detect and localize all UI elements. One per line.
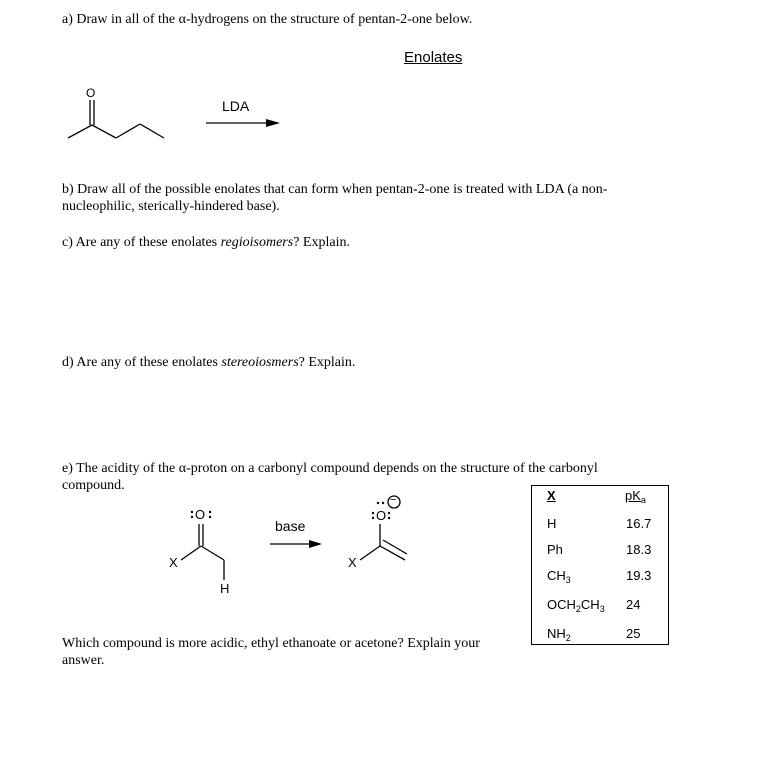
pka-row-x-sub: 2: [575, 604, 581, 614]
negative-charge-sign: −: [390, 494, 397, 506]
pka-row-x: [547, 568, 571, 585]
pka-header-pk-main: pK: [625, 488, 641, 503]
pka-row-x-sub: 3: [565, 575, 571, 585]
left-x-bond: [181, 546, 201, 560]
question-a: a) Draw in all of the α-hydrogens on the structure of pentan-2-one below.: [62, 12, 473, 27]
pka-row-x: Ph: [547, 542, 563, 557]
pka-row-x: [547, 597, 605, 614]
pka-table: [531, 485, 669, 645]
question-d-suffix: ? Explain.: [298, 355, 356, 370]
pka-row-value: 16.7: [626, 516, 652, 531]
pka-row-x-tail: CH: [580, 597, 600, 612]
question-d-term: stereoiosmers: [221, 355, 299, 370]
pka-row-value: 18.3: [626, 542, 652, 557]
right-x-bond: [360, 546, 380, 560]
question-c-term: regioisomers: [220, 235, 294, 250]
left-x-label: X: [169, 555, 178, 570]
pka-row-value: 19.3: [626, 568, 652, 583]
carbonyl-oxygen-label: O: [86, 86, 96, 100]
pka-row-x: [547, 626, 571, 643]
reagent-base: base: [275, 518, 306, 534]
pka-header-pk: [625, 488, 646, 505]
left-oxygen-label: O: [195, 507, 206, 522]
pka-row-value: 24: [626, 597, 641, 612]
reaction-arrow-2: [270, 540, 322, 548]
pka-row-x-main: OCH: [547, 597, 576, 612]
pka-row-x-sub: 2: [565, 633, 571, 643]
pka-row-value: 25: [626, 626, 641, 641]
lone-pair-dots: [191, 502, 390, 519]
right-alkene-bond-2: [383, 540, 407, 554]
question-e: e) The acidity of the α-proton on a carbonyl compound depends on the structure of the carbonyl compound.: [62, 461, 598, 493]
left-ch-bond: [201, 546, 224, 560]
pka-header-pk-sub: a: [640, 495, 646, 505]
final-question: Which compound is more acidic, ethyl ethanoate or acetone? Explain your answer.: [62, 636, 480, 668]
reagent-lda: LDA: [222, 98, 250, 114]
pka-row-x-sub2: 3: [599, 604, 605, 614]
question-b: b) Draw all of the possible enolates that can form when pentan-2-one is treated with LDA (a non-nucleophilic, sterically-hindered base).: [62, 182, 608, 214]
question-c-prefix: c) Are any of these enolates: [62, 235, 221, 250]
pka-header-x: X: [547, 488, 556, 503]
right-x-label: X: [348, 555, 357, 570]
right-oxygen-label: O: [376, 508, 387, 523]
pka-row-x-main: NH: [547, 626, 566, 641]
pka-row-x: H: [547, 516, 557, 531]
question-c-suffix: ? Explain.: [293, 235, 350, 250]
right-alkene-bond-1: [380, 546, 405, 560]
pka-row-x-main: CH: [547, 568, 566, 583]
left-h-label: H: [220, 581, 230, 596]
question-d-prefix: d) Are any of these enolates: [62, 355, 222, 370]
page-title: Enolates: [404, 49, 463, 66]
